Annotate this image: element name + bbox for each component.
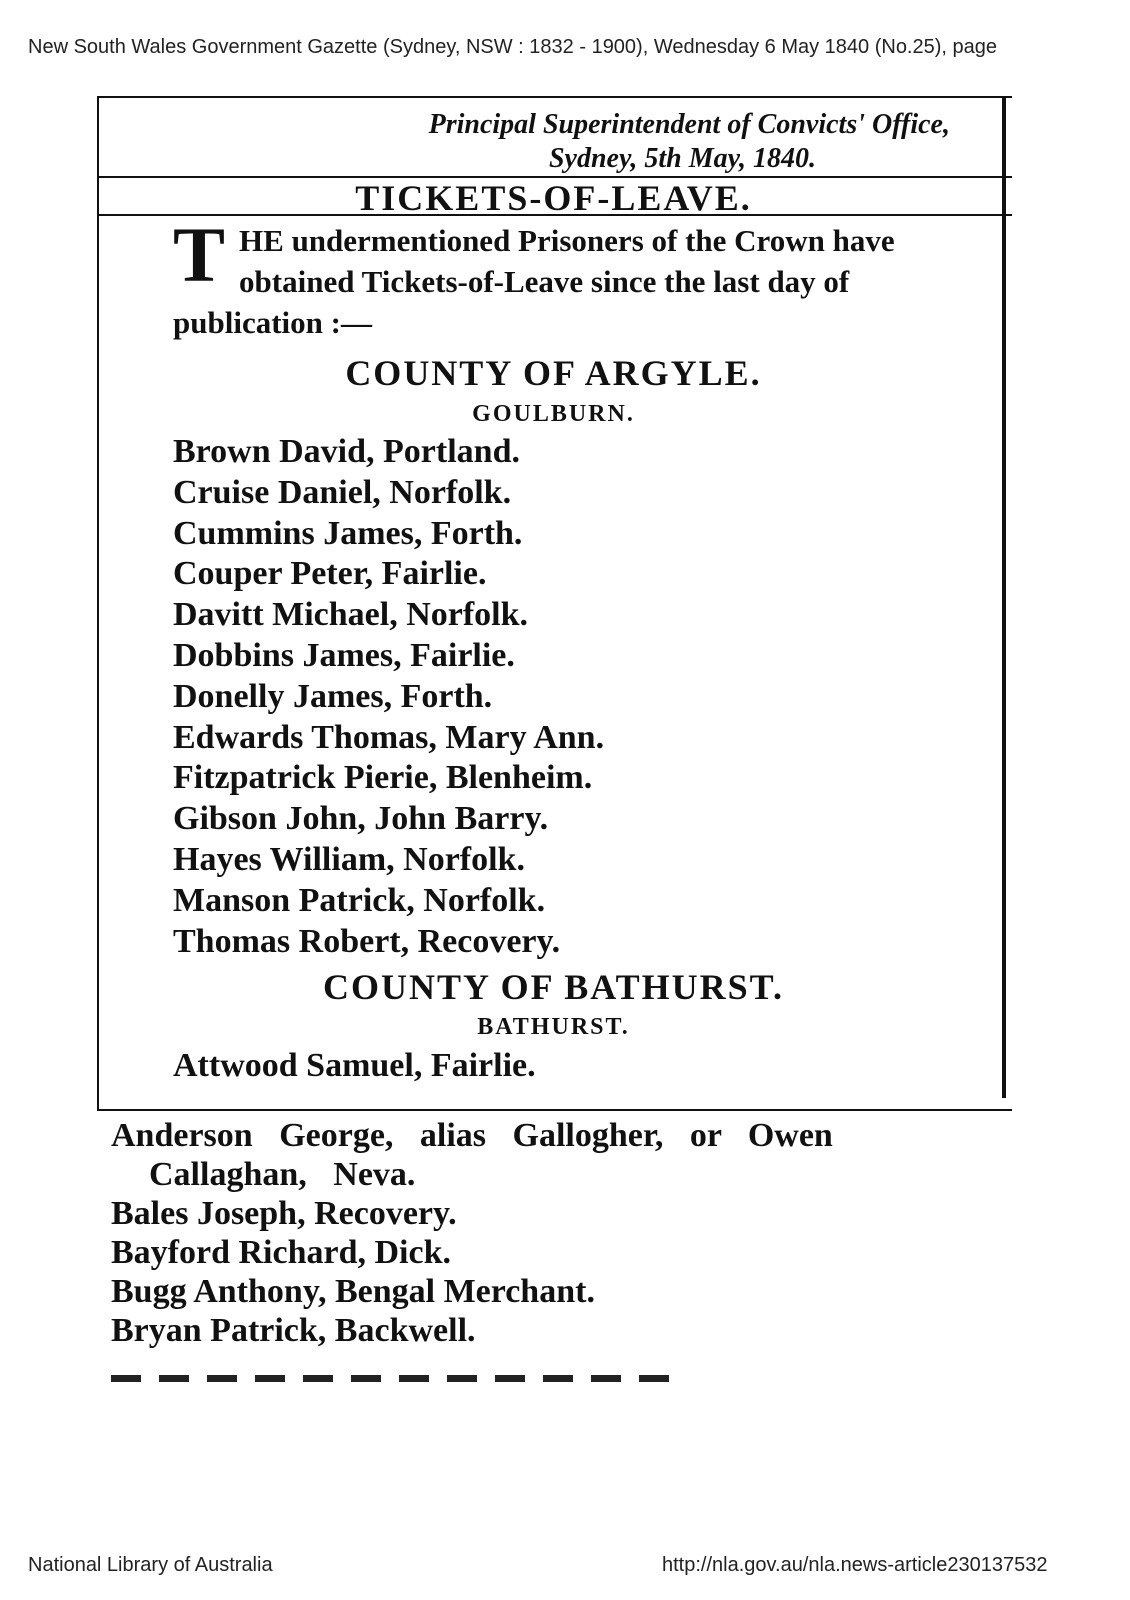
continued-name-list	[111, 1116, 991, 1350]
district-heading: BATHURST.	[477, 1014, 630, 1040]
name-list	[173, 1046, 536, 1087]
list-item: Anderson George, alias Gallogher, or Owen Callaghan, Neva.	[111, 1117, 833, 1193]
notice-intro	[173, 211, 991, 343]
list-item: Bales Joseph, Recovery.	[111, 1195, 457, 1232]
list-item: Couper Peter, Fairlie.	[173, 555, 487, 593]
list-item: Attwood Samuel, Fairlie.	[173, 1047, 536, 1084]
article-url: http://nla.gov.au/nla.news-article230137532	[662, 1554, 1048, 1576]
list-item: Gibson John, John Barry.	[173, 800, 549, 838]
list-item: Edwards Thomas, Mary Ann.	[173, 718, 605, 756]
list-item: Manson Patrick, Norfolk.	[173, 881, 546, 919]
list-item: Bryan Patrick, Backwell.	[111, 1312, 476, 1349]
list-item: Cummins James, Forth.	[173, 514, 523, 552]
intro-text: HE undermentioned Prisoners of the Crown have obtained Tickets-of-Leave since the last day of publication :—	[173, 223, 895, 340]
office-name: Principal Superintendent of Convicts' Office,	[428, 109, 950, 140]
district-heading: GOULBURN.	[472, 401, 635, 427]
list-item: Bayford Richard, Dick.	[111, 1234, 451, 1271]
drop-cap: T	[173, 211, 226, 298]
column-rule	[1002, 98, 1006, 1098]
truncated-line	[111, 1351, 671, 1382]
list-item: Hayes William, Norfolk.	[173, 840, 525, 878]
office-date: Sydney, 5th May, 1840.	[548, 143, 816, 174]
list-item: Fitzpatrick Pierie, Blenheim.	[173, 759, 593, 797]
list-item: Dobbins James, Fairlie.	[173, 636, 515, 674]
name-list	[173, 432, 604, 962]
notice-heading: TICKETS-OF-LEAVE.	[355, 178, 752, 218]
list-item: Thomas Robert, Recovery.	[173, 922, 561, 960]
list-item: Cruise Daniel, Norfolk.	[173, 473, 512, 511]
library-credit: National Library of Australia	[28, 1554, 273, 1576]
county-heading: COUNTY OF ARGYLE.	[345, 353, 762, 393]
gazette-citation: New South Wales Government Gazette (Sydney, NSW : 1832 - 1900), Wednesday 6 May 1840 (No.25), page	[28, 36, 998, 58]
list-item: Donelly James, Forth.	[173, 677, 493, 715]
list-item: Bugg Anthony, Bengal Merchant.	[111, 1273, 595, 1310]
newspaper-clipping	[97, 96, 1012, 1382]
list-item: Davitt Michael, Norfolk.	[173, 596, 529, 634]
county-heading: COUNTY OF BATHURST.	[322, 967, 785, 1007]
list-item: Brown David, Portland.	[173, 433, 520, 470]
